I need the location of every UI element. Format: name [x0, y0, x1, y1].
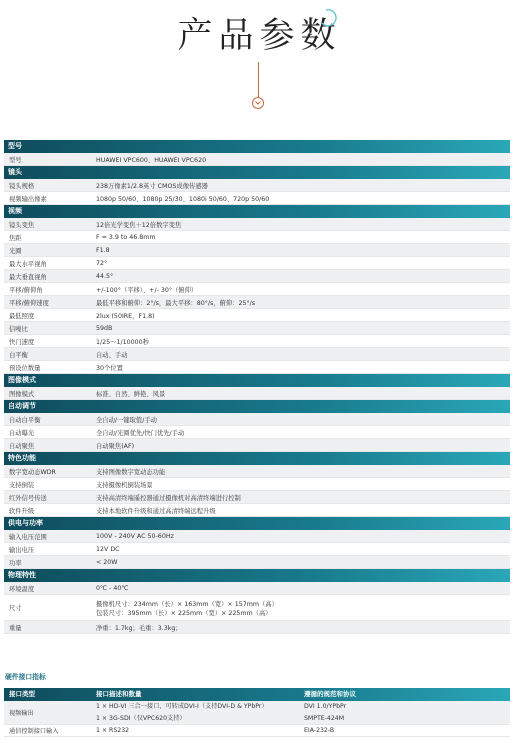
spec-value-line: 0℃ - 40℃ — [96, 584, 129, 592]
interface-desc — [96, 701, 304, 724]
section-header: 供电与功率 — [4, 517, 510, 530]
spec-row — [4, 348, 510, 361]
interface-type: 通信控制接口输入 — [9, 728, 59, 735]
spec-row — [4, 439, 510, 452]
spec-row — [4, 556, 510, 569]
spec-value-line: 238万像素1/2.8英寸 CMOS成像传感器 — [96, 182, 208, 190]
spec-key: 镜头规格 — [9, 182, 35, 190]
spec-value-line: 1080p 50/60、1080p 25/30、1080i 50/60、720p 50/60 — [96, 195, 270, 203]
spec-key: 快门速度 — [9, 338, 35, 346]
spec-value-line: 自动、手动 — [96, 351, 128, 359]
spec-value — [96, 595, 510, 620]
spec-row — [4, 465, 510, 478]
spec-value — [96, 621, 510, 633]
interface-spec — [304, 725, 510, 736]
spec-value — [96, 231, 510, 243]
header-spec: 遵循的规范和协议 — [304, 690, 356, 698]
spec-value — [96, 478, 510, 490]
section-header: 特色功能 — [4, 452, 510, 465]
section-header: 图像模式 — [4, 374, 510, 387]
interface-title: 硬件接口指标 — [5, 673, 46, 681]
chevron-down-icon — [252, 97, 264, 109]
spec-value — [96, 257, 510, 269]
spec-value-line: 标准、自然、鲜艳、风景 — [96, 390, 166, 398]
interface-desc-line: 1 × 3G-SDI（仅VPC620支持） — [96, 714, 186, 722]
spec-row — [4, 426, 510, 439]
spec-value-line: 支持本地软件升级和通过高清终端远程升级 — [96, 507, 216, 515]
spec-key: 自动聚焦 — [9, 442, 35, 450]
section-header: 型号 — [4, 140, 510, 153]
interface-spec — [304, 701, 510, 724]
spec-row — [4, 270, 510, 283]
section-header: 物理特性 — [4, 569, 510, 582]
section-header: 镜头 — [4, 166, 510, 179]
spec-key: 环境温度 — [9, 585, 35, 593]
spec-key: 最大垂直视角 — [9, 273, 47, 281]
spec-value-line: 支持高清终端遥控器通过摄像机对高清终端进行控制 — [96, 494, 241, 502]
spec-key: 光圈 — [9, 247, 22, 255]
spec-key: 平移/俯仰角 — [9, 286, 43, 294]
spec-row — [4, 231, 510, 244]
divider-line — [258, 62, 259, 98]
spec-row — [4, 413, 510, 426]
spec-value-line: F1.8 — [96, 246, 110, 254]
spec-row — [4, 361, 510, 374]
spec-key: 功率 — [9, 559, 22, 567]
section-header: 自动调节 — [4, 400, 510, 413]
spec-value — [96, 335, 510, 347]
spec-row — [4, 218, 510, 231]
interface-table — [4, 670, 510, 737]
spec-row — [4, 309, 510, 322]
spec-value — [96, 543, 510, 555]
spec-value-line: 最低平移和俯仰：2°/s，最大平移：80°/s，俯仰：25°/s — [96, 299, 256, 307]
spec-key: 预设位数量 — [9, 364, 41, 372]
spec-value — [96, 283, 510, 295]
spec-row — [4, 335, 510, 348]
spec-value-line: 全自动/一键取值/手动 — [96, 416, 157, 424]
spec-key: 输出电压 — [9, 546, 35, 554]
spec-row — [4, 322, 510, 335]
spec-key: 数字宽动态WDR — [9, 468, 56, 476]
spec-value — [96, 218, 510, 230]
header-desc: 接口描述和数量 — [96, 690, 142, 698]
spec-key: 自动白平衡 — [9, 416, 41, 424]
interface-type: 视频输出 — [9, 710, 34, 717]
interface-row — [4, 725, 510, 737]
spec-value — [96, 361, 510, 373]
interface-desc — [96, 725, 304, 736]
spec-key: 信噪比 — [9, 325, 28, 333]
spec-value-line: 1/25～1/10000秒 — [96, 338, 149, 346]
spec-value — [96, 179, 510, 191]
spec-row — [4, 296, 510, 309]
spec-value — [96, 439, 510, 451]
spec-value-line: 12倍光学变焦＋12倍数字变焦 — [96, 221, 182, 229]
spec-row — [4, 621, 510, 634]
interface-desc-line: 1 × HD-VI 三合一接口，可转成DVI-I（支持DVI-D & YPbPr） — [96, 702, 268, 710]
spec-value — [96, 426, 510, 438]
spec-value-line: 12V DC — [96, 545, 120, 553]
spec-row — [4, 491, 510, 504]
spec-key: 图像模式 — [9, 390, 35, 398]
spec-key: 自动曝光 — [9, 429, 35, 437]
spec-value — [96, 322, 510, 334]
header-type: 接口类型 — [9, 690, 35, 698]
spec-value-line: 包装尺寸：395mm（长）× 225mm（宽）× 225mm（高） — [96, 609, 272, 617]
spec-key: 型号 — [9, 156, 22, 164]
spec-value-line: HUAWEI VPC600、HUAWEI VPC620 — [96, 156, 207, 164]
interface-desc-line: 1 × RS232 — [96, 726, 130, 734]
spec-value — [96, 465, 510, 477]
spec-row — [4, 530, 510, 543]
spec-key: 输入电压范围 — [9, 533, 47, 541]
spec-key: 白平衡 — [9, 351, 28, 359]
spec-value-line: 59dB — [96, 324, 113, 332]
spec-value-line: 44.5° — [96, 272, 114, 280]
spec-value — [96, 309, 510, 321]
spec-value — [96, 491, 510, 503]
spec-value-line: 摄像机尺寸：234mm（长）× 163mm（宽）× 157mm（高） — [96, 600, 278, 608]
spec-key: 最大水平视角 — [9, 260, 47, 268]
spec-value-line: 全自动/光圈优先/快门优先/手动 — [96, 429, 185, 437]
spec-value — [96, 153, 510, 165]
decorative-arc-icon — [318, 7, 340, 29]
spec-row — [4, 582, 510, 595]
spec-value — [96, 556, 510, 568]
spec-value — [96, 192, 510, 204]
spec-row — [4, 179, 510, 192]
spec-value-line: 2lux (50IRE，F1.8) — [96, 312, 155, 320]
spec-key: 最低照度 — [9, 312, 35, 320]
interface-spec-line: EIA-232-B — [304, 726, 335, 734]
spec-key: 焦距 — [9, 234, 22, 242]
spec-value-line: 30个位置 — [96, 364, 123, 372]
spec-value — [96, 530, 510, 542]
spec-value-line: 净重：1.7kg；毛重：3.3kg； — [96, 624, 182, 632]
spec-key: 平移/俯仰速度 — [9, 299, 49, 307]
title-area — [0, 0, 519, 132]
spec-row — [4, 478, 510, 491]
spec-row — [4, 504, 510, 517]
spec-table — [4, 140, 510, 634]
spec-value-line: 支持摄像机倒装场景 — [96, 481, 153, 489]
spec-value — [96, 270, 510, 282]
spec-value — [96, 504, 510, 516]
spec-value — [96, 348, 510, 360]
spec-row — [4, 387, 510, 400]
spec-key: 支持倒装 — [9, 481, 35, 489]
spec-key: 红外信号传送 — [9, 494, 47, 502]
section-header: 视频 — [4, 205, 510, 218]
spec-row — [4, 283, 510, 296]
spec-value — [96, 387, 510, 399]
page-title: 产品参数 — [177, 16, 342, 56]
spec-value — [96, 413, 510, 425]
spec-value-line: 支持图像数字宽动态功能 — [96, 468, 166, 476]
spec-value — [96, 582, 510, 594]
interface-spec-line: DVI 1.0/YPbPr — [304, 702, 347, 710]
spec-row — [4, 543, 510, 556]
spec-row — [4, 595, 510, 621]
spec-value — [96, 296, 510, 308]
spec-key: 软件升级 — [9, 507, 35, 515]
spec-value-line: 自动聚焦(AF) — [96, 442, 135, 450]
spec-key: 重量 — [9, 624, 22, 632]
spec-value — [96, 244, 510, 256]
spec-key: 镜头变焦 — [9, 221, 35, 229]
spec-value-line: 72° — [96, 259, 108, 267]
spec-key: 尺寸 — [9, 605, 22, 612]
spec-row — [4, 153, 510, 166]
interface-row — [4, 701, 510, 725]
spec-value-line: +/-100°（平移）、+/- 30°（俯仰） — [96, 286, 198, 294]
spec-row — [4, 244, 510, 257]
spec-value-line: F = 3.9 to 46.8mm — [96, 233, 156, 241]
interface-header — [4, 688, 510, 701]
spec-row — [4, 257, 510, 270]
interface-spec-line: SMPTE-424M — [304, 714, 345, 722]
spec-value-line: < 20W — [96, 558, 118, 566]
spec-value-line: 100V - 240V AC 50-60Hz — [96, 532, 174, 540]
spec-row — [4, 192, 510, 205]
spec-key: 视频输出像素 — [9, 195, 47, 203]
